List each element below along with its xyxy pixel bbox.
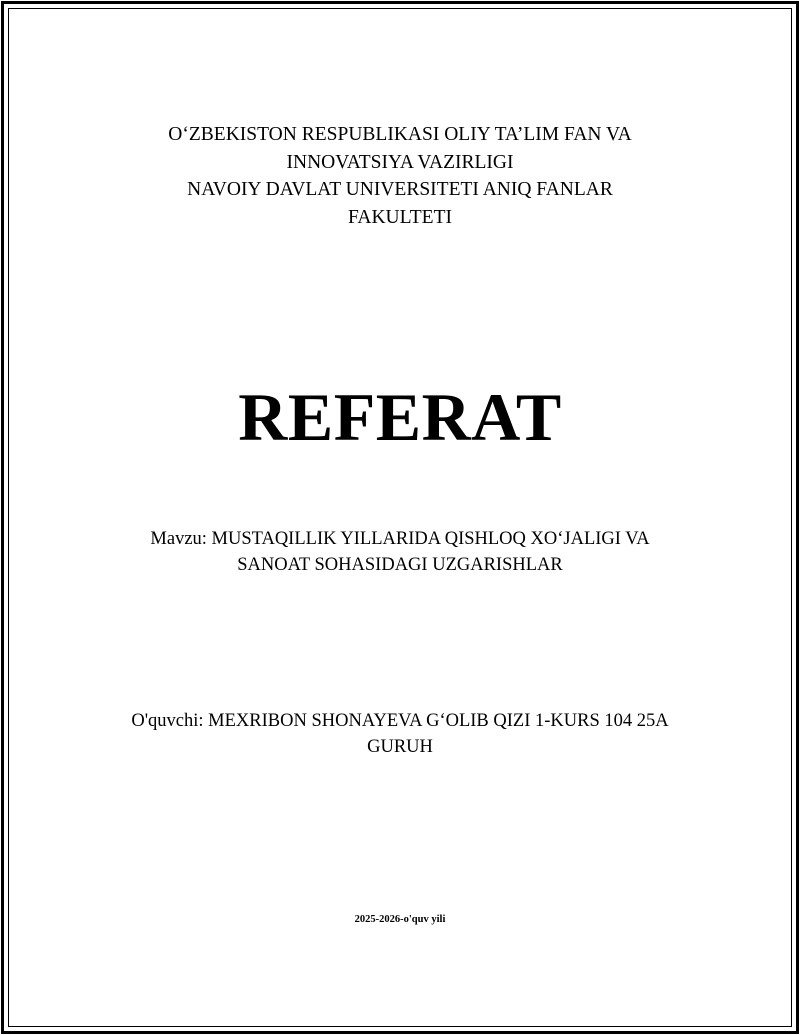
student-line: GURUH (367, 737, 433, 757)
student-block (0, 708, 800, 760)
institution-header (0, 121, 800, 231)
header-line: NAVOIY DAVLAT UNIVERSITETI ANIQ FANLAR (187, 179, 613, 200)
academic-year: 2025-2026-o'quv yili (354, 914, 446, 925)
topic-block (0, 526, 800, 578)
topic-line: Mavzu: MUSTAQILLIK YILLARIDA QISHLOQ XO‘JALIGI VA (150, 529, 650, 549)
document-title: REFERAT (238, 379, 562, 455)
header-line: INNOVATSIYA VAZIRLIGI (286, 151, 514, 173)
topic-line: SANOAT SOHASIDAGI UZGARISHLAR (237, 555, 563, 575)
header-line: O‘ZBEKISTON RESPUBLIKASI OLIY TA’LIM FAN VA (168, 124, 632, 145)
header-line: FAKULTETI (348, 206, 452, 228)
student-line: O'quvchi: MEXRIBON SHONAYEVA G‘OLIB QIZI 1-KURS 104 25A (131, 711, 669, 731)
